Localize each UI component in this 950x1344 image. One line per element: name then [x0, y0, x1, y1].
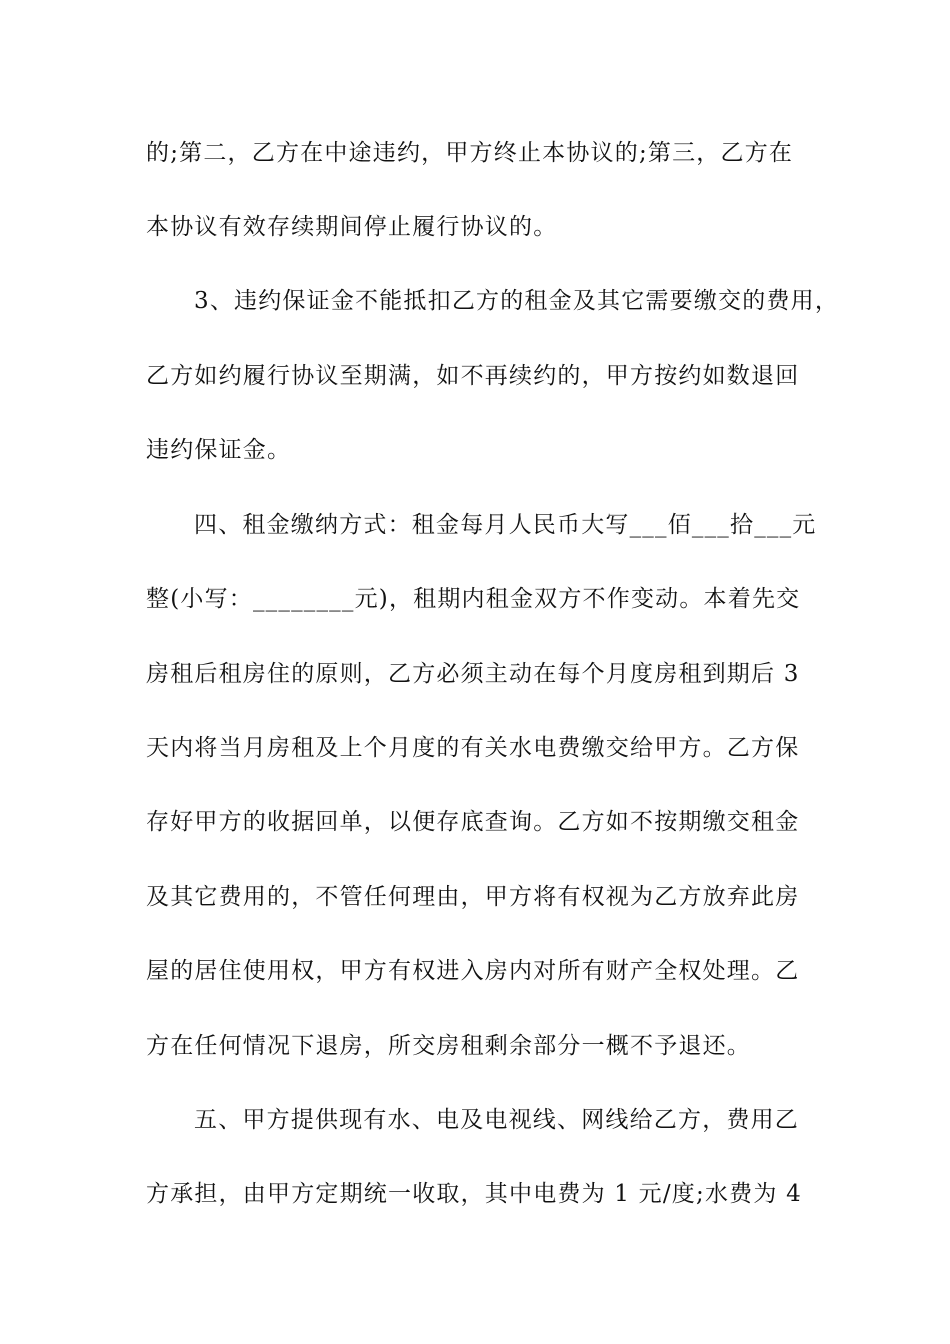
text-line: 方在任何情况下退房，所交房租剩余部分一概不予退还。	[146, 1033, 751, 1059]
text-line: 五、甲方提供现有水、电及电视线、网线给乙方，费用乙	[194, 1107, 799, 1133]
text-line: 四、租金缴纳方式：租金每月人民币大写___佰___拾___元	[194, 512, 817, 538]
text-line: 及其它费用的，不管任何理由，甲方将有权视为乙方放弃此房	[146, 884, 800, 910]
text-line: 天内将当月房租及上个月度的有关水电费缴交给甲方。乙方保	[146, 735, 800, 761]
text-line: 房租后租房住的原则，乙方必须主动在每个月度房租到期后 3	[146, 661, 800, 687]
text-line: 屋的居住使用权，甲方有权进入房内对所有财产全权处理。乙	[146, 958, 800, 984]
text-line: 存好甲方的收据回单，以便存底查询。乙方如不按期缴交租金	[146, 809, 800, 835]
text-line: 违约保证金。	[146, 437, 292, 463]
text-line: 3、违约保证金不能抵扣乙方的租金及其它需要缴交的费用，	[194, 288, 840, 314]
text-line: 的;第二，乙方在中途违约，甲方终止本协议的;第三，乙方在	[146, 140, 794, 166]
text-line: 整(小写：________元)，租期内租金双方不作变动。本着先交	[146, 586, 801, 612]
text-line: 方承担，由甲方定期统一收取，其中电费为 1 元/度;水费为 4	[146, 1181, 802, 1207]
text-line: 本协议有效存续期间停止履行协议的。	[146, 214, 558, 240]
text-line: 乙方如约履行协议至期满，如不再续约的，甲方按约如数退回	[146, 363, 800, 389]
